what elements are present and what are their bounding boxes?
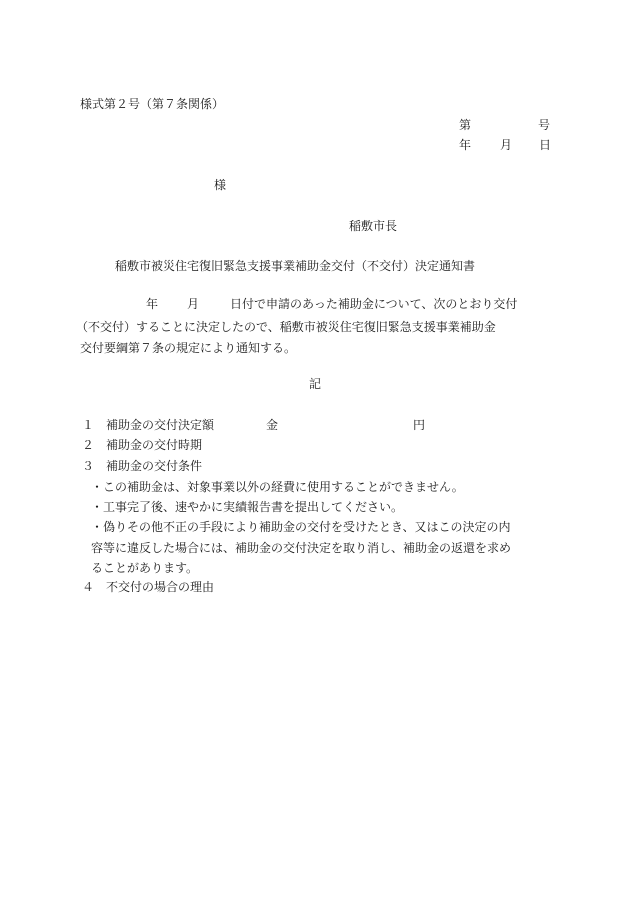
- item-1-label: 補助金の交付決定額: [106, 418, 215, 432]
- item-4-number: ４: [82, 580, 95, 594]
- addressee-suffix: 様: [214, 178, 227, 192]
- item-1-kin-label: 金: [266, 418, 279, 432]
- date-month-label: 月: [500, 138, 513, 152]
- condition-2: ・工事完了後、速やかに実績報告書を提出してください。: [91, 500, 404, 514]
- item-2-number: ２: [82, 438, 95, 452]
- ki-heading: 記: [309, 377, 322, 391]
- body-line-2: （不交付）することに決定したので、稲敷市被災住宅復旧緊急支援事業補助金: [76, 320, 496, 334]
- date-day-label: 日: [539, 138, 552, 152]
- item-2-label: 補助金の交付時期: [106, 438, 203, 452]
- issue-number-suffix: 号: [538, 118, 551, 132]
- body-year-label: 年: [146, 297, 159, 311]
- body-line-1-text: 日付で申請のあった補助金について、次のとおり交付: [230, 297, 518, 311]
- document-title: 稲敷市被災住宅復旧緊急支援事業補助金交付（不交付）決定通知書: [115, 259, 476, 273]
- issue-number-prefix: 第: [459, 118, 472, 132]
- item-1-number: １: [82, 418, 95, 432]
- body-month-label: 月: [187, 297, 200, 311]
- sender-name: 稲敷市長: [349, 219, 398, 233]
- condition-1: ・この補助金は、対象事業以外の経費に使用することができません。: [91, 480, 464, 494]
- form-number: 様式第２号（第７条関係）: [80, 97, 225, 111]
- condition-3-line-1: ・偽りその他不正の手段により補助金の交付を受けたとき、又はこの決定の内: [91, 520, 511, 534]
- date-year-label: 年: [459, 138, 472, 152]
- item-4-label: 不交付の場合の理由: [106, 580, 215, 594]
- condition-3-line-2: 容等に違反した場合には、補助金の交付決定を取り消し、補助金の返還を求め: [91, 541, 512, 555]
- item-3-number: ３: [82, 459, 95, 473]
- item-1-yen-label: 円: [413, 418, 426, 432]
- condition-3-line-3: ることがあります。: [91, 561, 199, 575]
- body-line-3: 交付要綱第７条の規定により通知する。: [80, 341, 297, 355]
- item-3-label: 補助金の交付条件: [106, 459, 203, 473]
